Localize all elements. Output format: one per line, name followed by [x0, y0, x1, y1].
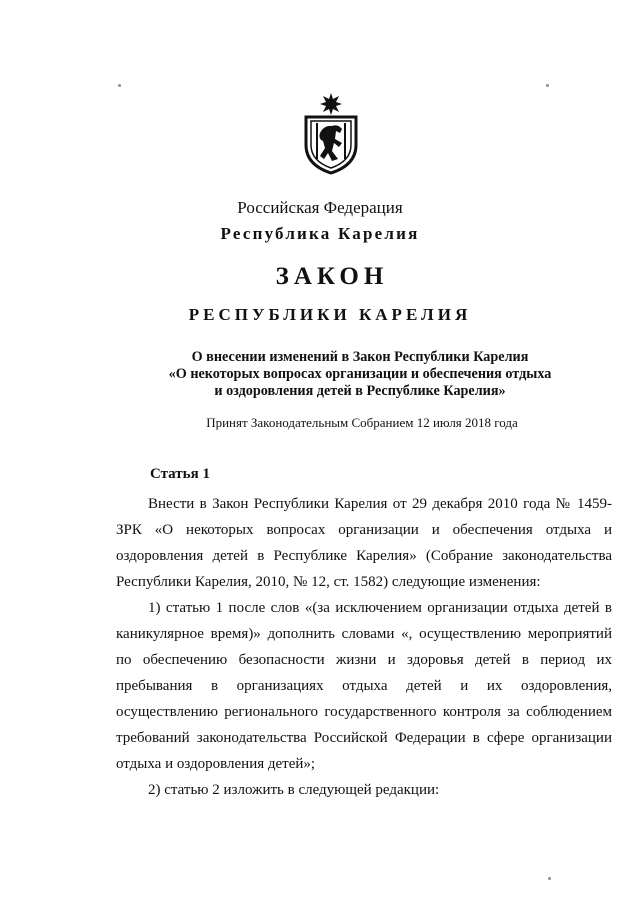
- document-type-subtitle: РЕСПУБЛИКИ КАРЕЛИЯ: [188, 305, 472, 324]
- adoption-note: Принят Законодательным Собранием 12 июля 2018 года: [206, 415, 518, 430]
- article-heading: Статья 1: [150, 466, 210, 482]
- document-type: ЗАКОН: [275, 263, 389, 290]
- scan-speck: [118, 84, 121, 87]
- country-name: Российская Федерация: [237, 198, 403, 217]
- scan-speck: [548, 877, 551, 880]
- paragraph: Внести в Закон Республики Карелия от 29 декабря 2010 года № 1459-ЗРК «О некоторых вопросах организации и обеспечения отдыха и оздоровления детей в Республике Карелия» (Собрание законодательства Республики Карелия, 2010, № 12, ст. 1582) следующие изменения:: [116, 496, 612, 590]
- scan-speck: [546, 84, 549, 87]
- law-title-line: «О некоторых вопросах организации и обеспечения отдыха: [168, 366, 552, 382]
- law-title-line: и оздоровления детей в Республике Карелия»: [214, 383, 506, 399]
- law-title: [150, 349, 570, 400]
- karelia-coat-of-arms-icon: [298, 93, 364, 175]
- paragraph: 1) статью 1 после слов «(за исключением организации отдыха детей в каникулярное время)» дополнить словами «, осуществлению мероприятий по обеспечению безопасности жизни и здоровья детей в период их пребывания в организациях отдыха детей и их оздоровления, осуществлению регионального государственного контроля за соблюдением требований законодательства Российской Федерации в сфере организации отдыха и оздоровления детей»;: [116, 600, 612, 772]
- article-body: [116, 491, 612, 803]
- law-title-line: О внесении изменений в Закон Республики Карелия: [191, 349, 529, 365]
- republic-name: Республика Карелия: [220, 224, 420, 243]
- paragraph: 2) статью 2 изложить в следующей редакции:: [148, 782, 440, 798]
